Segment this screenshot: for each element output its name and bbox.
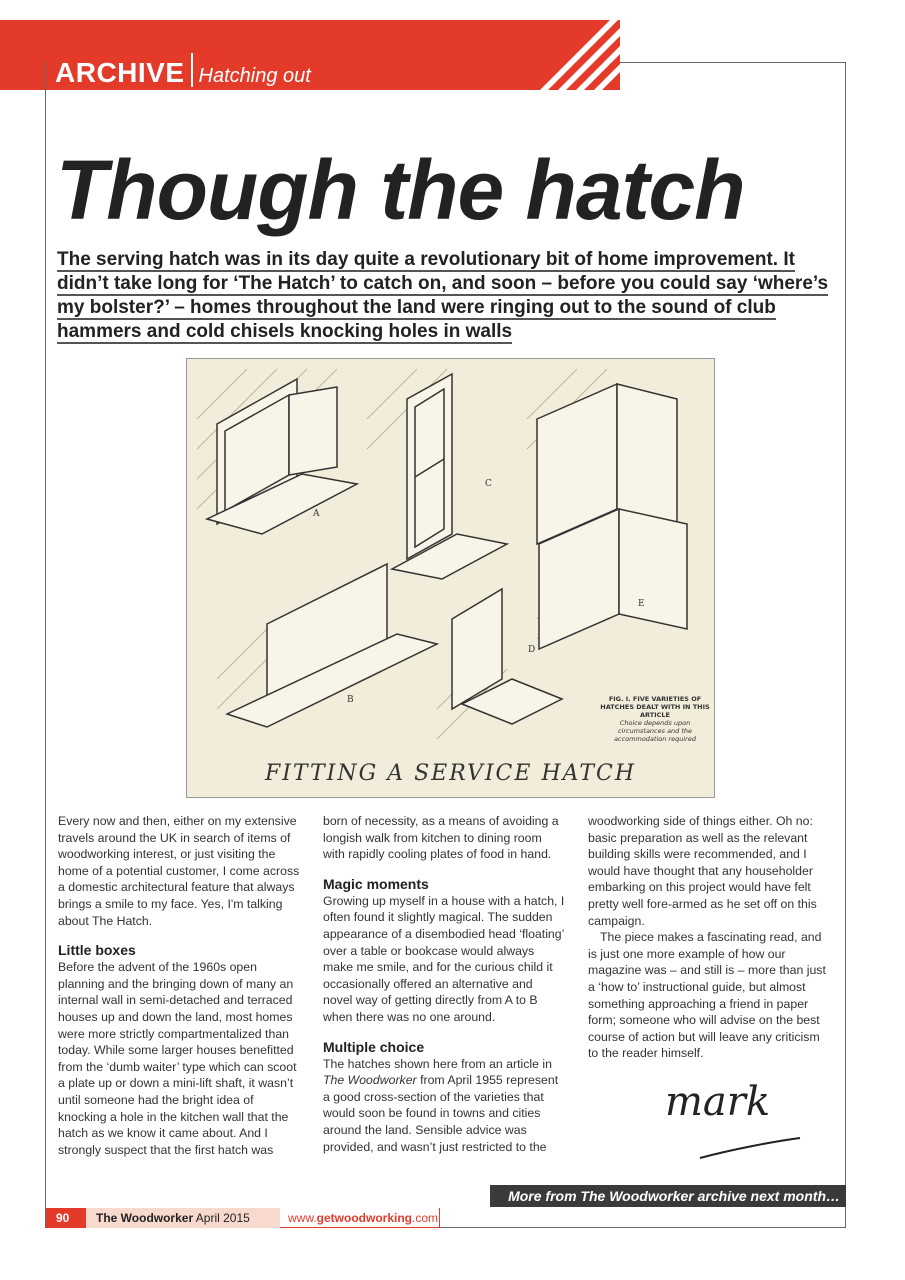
column-1 (58, 813, 300, 1158)
illustration-figure (186, 358, 715, 798)
page-footer (46, 1208, 440, 1228)
figure-letter-a: A (313, 509, 320, 519)
section-name: ARCHIVE (55, 57, 185, 88)
page-frame-top (620, 62, 846, 63)
col2-paragraph-2: Growing up myself in a house with a hatch, I often found it slightly magical. The sudden appearance of a disembodied head ‘floating’ over a table or bookcase would always make me smile, and for the curious child it occasionally offered an alternative and novel way of getting directly from A to B when there was no one around. (323, 893, 565, 1024)
column-3 (588, 813, 830, 1062)
figure-letter-e: E (638, 599, 645, 609)
issue-date: April 2015 (195, 1211, 250, 1225)
url-prefix: www. (288, 1211, 317, 1225)
url-domain: getwoodworking (316, 1211, 412, 1225)
figure-letter-d: D (528, 645, 536, 655)
figure-letter-c: C (485, 479, 492, 489)
col3-paragraph-2: The piece makes a fascinating read, and is just one more example of how our magazine was – and still is – more than just a ‘how to’ instructional guide, but almost something approaching a friend in paper form; someone who will advise on the best course of action but will leave any criticism to the reader himself. (588, 930, 826, 1061)
col3-paragraph-1: woodworking side of things either. Oh no: basic preparation as well as the relevant building skills were recommended, and I would have thought that any householder embarking on this project would have felt pretty well fore-armed as he set off on this campaign. (588, 814, 817, 928)
article-standfirst (57, 248, 837, 344)
figure-caption-main: FIG. I. FIVE VARIETIES OF HATCHES DEALT WITH IN THIS ARTICLE (600, 695, 710, 719)
magazine-name: The Woodworker (96, 1211, 194, 1225)
magazine-issue (86, 1208, 280, 1228)
col2-paragraph-3 (323, 1056, 565, 1156)
figure-heading: FITTING A SERVICE HATCH (264, 761, 637, 786)
subhead-multiple-choice: Multiple choice (323, 1038, 425, 1055)
article-title: Though the hatch (56, 143, 745, 237)
col1-paragraph-1: Every now and then, either on my extensive travels around the UK in search of items of woodworking interest, or just visiting the home of a potential customer, I come across a domestic architectural feature that always brings a smile to my face. Yes, I'm talking about The Hatch. (58, 814, 300, 928)
url-suffix: .com (412, 1211, 439, 1225)
section-subtitle: Hatching out (198, 65, 311, 87)
page-number: 90 (46, 1208, 86, 1228)
col2-paragraph-1: born of necessity, as a means of avoiding a longish walk from kitchen to dining room with rapidly cooling plates of food in hand. (323, 814, 559, 862)
website-link[interactable] (280, 1208, 440, 1228)
signature-text: mark (665, 1079, 771, 1125)
figure-caption-sub: Choice depends upon circumstances and the accommodation required (614, 719, 696, 743)
standfirst-text: The serving hatch was in its day quite a revolutionary bit of home improvement. It didn’t take long for ‘The Hatch’ to catch on, and soon – before you could say ‘where’s my bolster?’ – homes throughout the land were ringing out to the sound of club hammers and cold chisels knocking holes in walls (57, 249, 829, 342)
figure-letter-b: B (347, 695, 354, 705)
author-signature (660, 1070, 810, 1170)
col2-paragraph-3-pre: The hatches shown here from an article in (323, 1056, 552, 1071)
col2-paragraph-3-post: from April 1955 represent a good cross-section of the varieties that would soon be found in towns and cities around the land. Sensible advice was provided, and wasn’t just restricted to the (323, 1073, 559, 1154)
magazine-name-italic: The Woodworker (323, 1073, 417, 1088)
subhead-magic-moments: Magic moments (323, 875, 429, 892)
figure-caption (599, 695, 711, 743)
column-2 (323, 813, 565, 1155)
col1-paragraph-2: Before the advent of the 1960s open planning and the bringing down of many an internal wall in semi-detached and terraced houses up and down the land, most homes were more strictly compartmentalized than today. While some larger houses benefitted from the ‘dumb waiter’ type which can scoot a plate up or down a mini-lift shaft, it wasn’t until someone had the bright idea of knocking a hole in the kitchen wall that the hatch as we know it came about. And I strongly suspect that the first hatch was (58, 960, 297, 1157)
subhead-little-boxes: Little boxes (58, 942, 136, 959)
next-month-banner: More from The Woodworker archive next month… (490, 1185, 846, 1207)
